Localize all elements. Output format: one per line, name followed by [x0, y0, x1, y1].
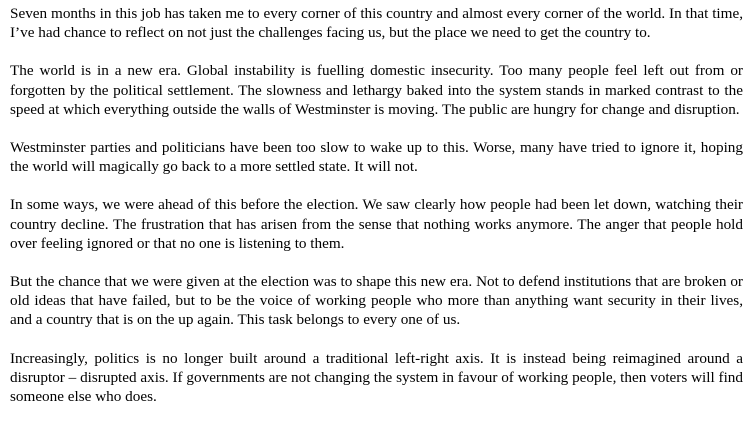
paragraph-4: In some ways, we were ahead of this before the election. We saw clearly how people had been let down, watching their country decline. The frustration that has arisen from the sense that nothing works anymore. The anger that people hold over feeling ignored or that no one is listening to them.: [10, 196, 747, 252]
paragraph-3: Westminster parties and politicians have been too slow to wake up to this. Worse, many have tried to ignore it, hoping the world will magically go back to a more settled state. It will not.: [10, 139, 747, 176]
paragraph-5: But the chance that we were given at the election was to shape this new era. Not to defend institutions that are broken or old ideas that have failed, but to be the voice of working people who more than anything want security in their lives, and a country that is on the up again. This task belongs to every one of us.: [10, 273, 747, 329]
paragraph-2: The world is in a new era. Global instability is fuelling domestic insecurity. Too many people feel left out from or forgotten by the political settlement. The slowness and lethargy baked into the system stands in marked contrast to the speed at which everything outside the walls of Westminster is moving. The public are hungry for change and disruption.: [10, 62, 747, 118]
paragraph-6: Increasingly, politics is no longer built around a traditional left-right axis. It is instead being reimagined around a disruptor – disrupted axis. If governments are not changing the system in favour of working people, then voters will find someone else who does.: [10, 349, 747, 406]
paragraph-1: Seven months in this job has taken me to every corner of this country and almost every corner of the world. In that time, I’ve had chance to reflect on not just the challenges facing us, but the place we need to get the country to.: [10, 5, 751, 42]
